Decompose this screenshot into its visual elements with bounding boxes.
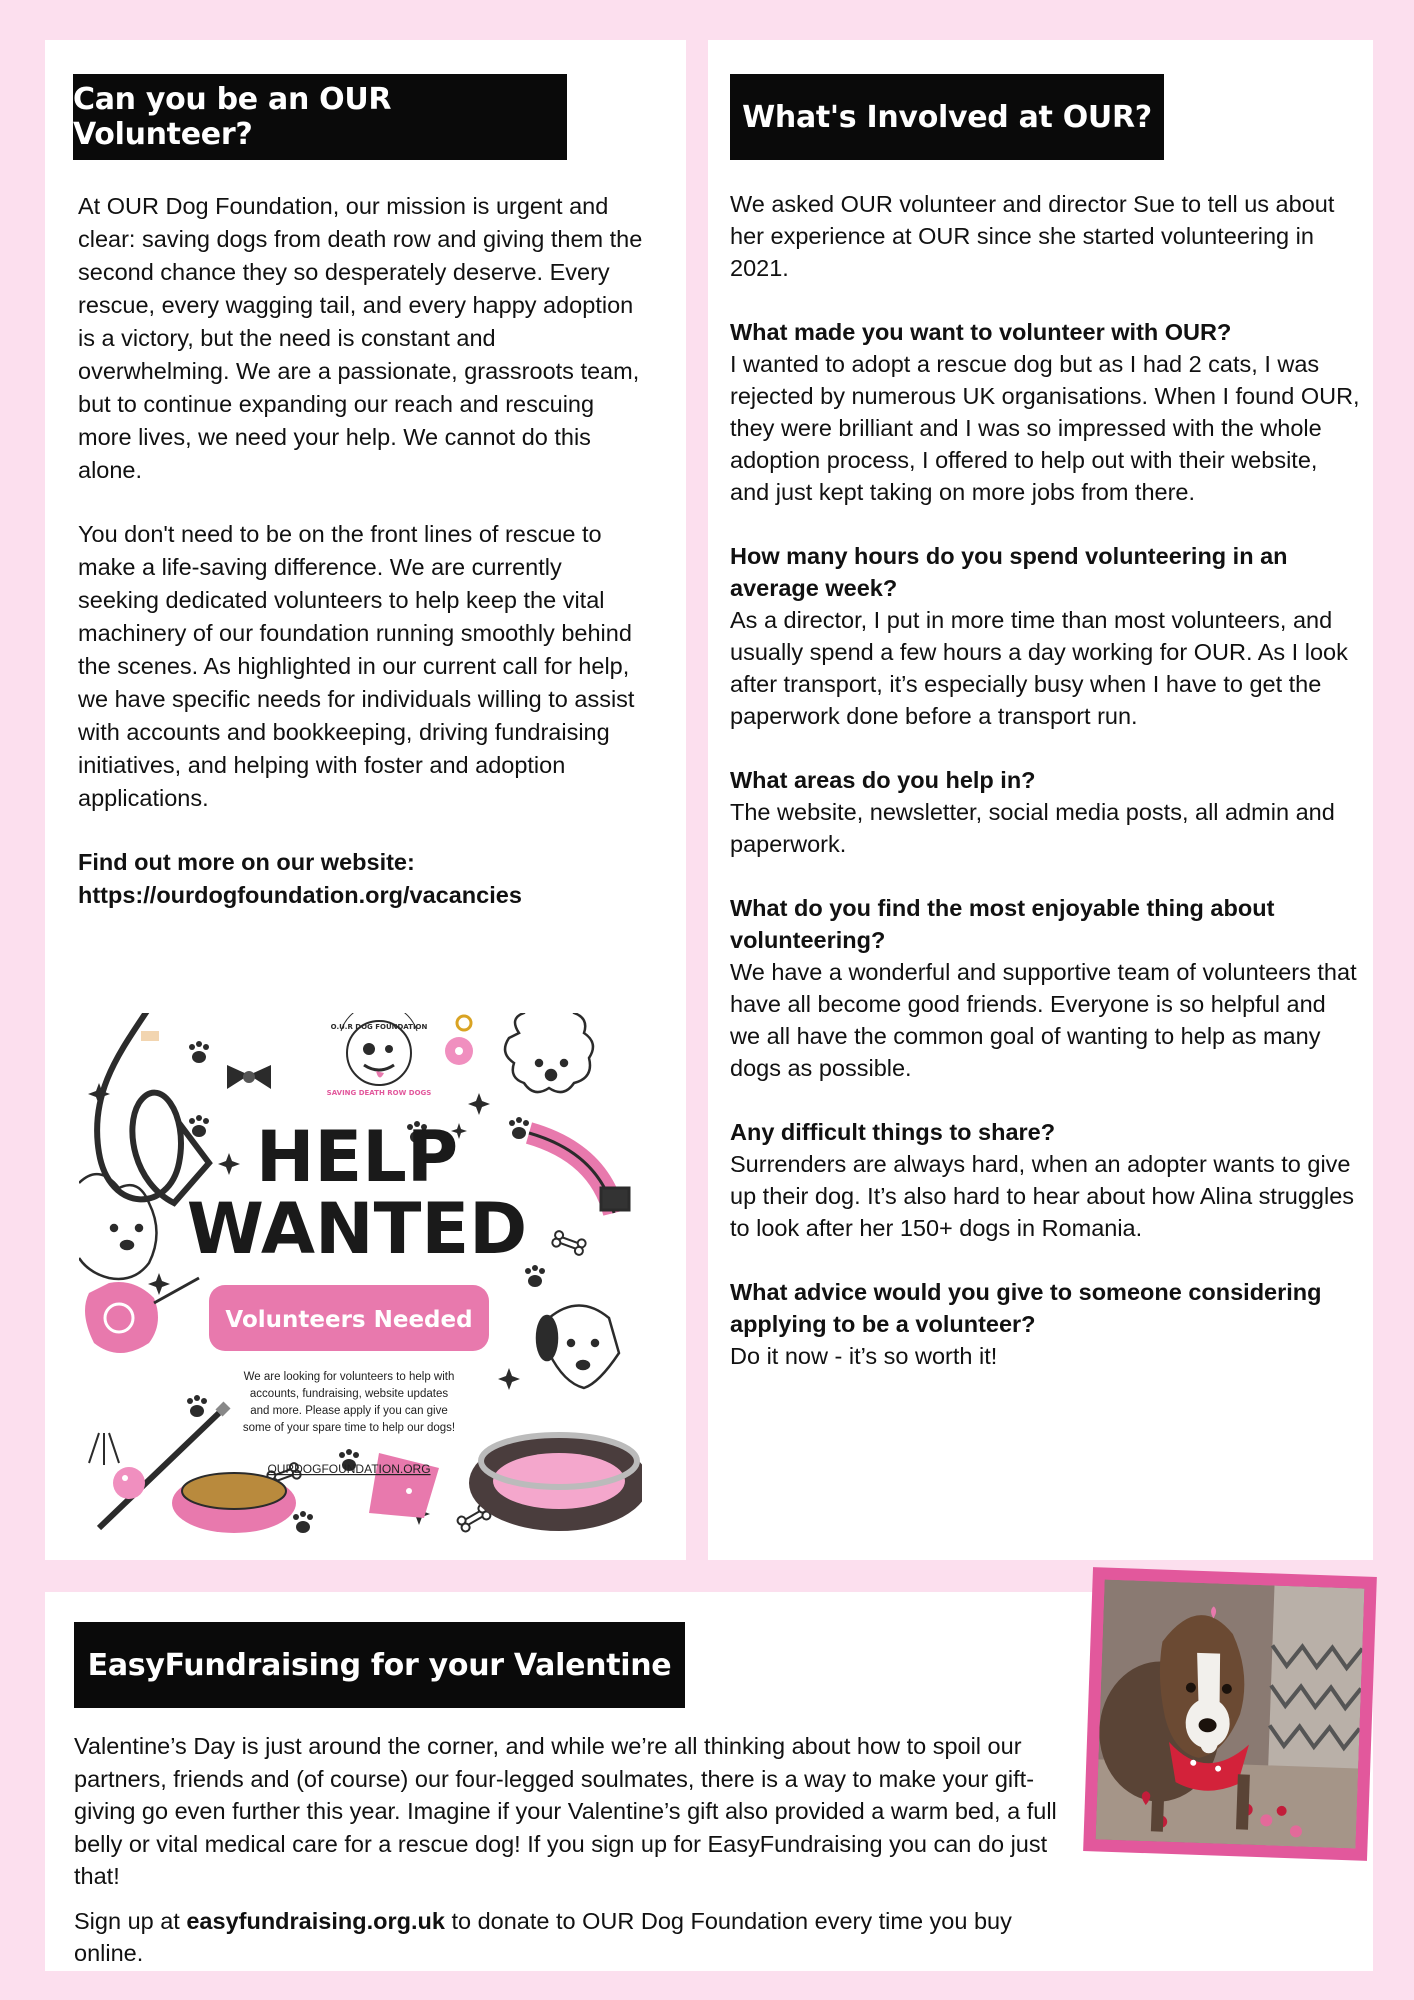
question-5: Any difficult things to share?	[730, 1119, 1056, 1145]
vacancies-link[interactable]: https://ourdogfoundation.org/vacancies	[78, 882, 522, 908]
question-2: How many hours do you spend volunteering in an average week?	[730, 543, 1288, 601]
signup-suffix: to donate to OUR Dog Foundation every time you buy online.	[74, 1907, 1012, 1966]
food-bowl-icon	[172, 1473, 296, 1533]
answer-5: Surrenders are always hard, when an adopter wants to give up their dog. It’s also hard to hear about how Alina struggles to look after her 150+ dogs in Romania.	[730, 1151, 1355, 1241]
collar-icon	[529, 1133, 629, 1213]
interview-body	[730, 188, 1360, 1372]
volunteer-paragraph-2: You don't need to be on the front lines of rescue to make a life-saving difference. We are currently seeking dedicated volunteers to help keep the vital machinery of our foundation running smoothly behind the scenes. As highlighted in our current call for help, we have specific needs for individuals willing to assist with accounts and bookkeeping, driving fundraising initiatives, and helping with foster and adoption applications.	[78, 521, 635, 811]
volunteer-heading-text: Can you be an OUR Volunteer?	[73, 82, 392, 152]
poster-url: OURDOGFOUNDATION.ORG	[267, 1462, 431, 1476]
easyfundraising-link[interactable]: easyfundraising.org.uk	[186, 1907, 445, 1934]
easyfundraising-heading-text: EasyFundraising for your Valentine	[87, 1647, 672, 1683]
question-6: What advice would you give to someone considering applying to be a volunteer?	[730, 1279, 1322, 1337]
poster-title-line1: HELP	[255, 1116, 459, 1198]
help-wanted-poster	[79, 1013, 642, 1533]
logo-text-top: O.U.R DOG FOUNDATION	[330, 1023, 428, 1031]
volunteer-paragraph-1: At OUR Dog Foundation, our mission is urgent and clear: saving dogs from death row and giving them the second chance they so desperately deserve. Every rescue, every wagging tail, and every happy adoption is a victory, but the need is constant and overwhelming. We are a passionate, grassroots team, but to continue expanding our reach and rescuing more lives, we need your help. We cannot do this alone.	[78, 193, 643, 483]
signup-line	[74, 1905, 1084, 1970]
easyfundraising-body	[74, 1730, 1084, 1970]
answer-4: We have a wonderful and supportive team of volunteers that have all become good friends. Everyone is so helpful and we all have the common goal of wanting to help as many dogs as possible.	[730, 959, 1357, 1081]
question-4: What do you find the most enjoyable thing about volunteering?	[730, 895, 1275, 953]
find-out-more-label: Find out more on our website:	[78, 849, 415, 875]
volunteer-heading	[73, 74, 567, 160]
whats-involved-heading	[730, 74, 1164, 160]
answer-3: The website, newsletter, social media posts, all admin and paperwork.	[730, 799, 1335, 857]
poster-description-line3: and more. Please apply if you can give	[250, 1405, 448, 1417]
poster-title-line2: WANTED	[186, 1188, 528, 1270]
dog-tag-icon	[445, 1016, 473, 1065]
easyfundraising-paragraph: Valentine’s Day is just around the corner, and while we’re all thinking about how to spoil our partners, friends and (of course) our four-legged soulmates, there is a way to make your gift-giving go even further this year. Imagine if your Valentine’s gift also provided a warm bed, a full belly or vital medical care for a rescue dog! If you sign up for EasyFundraising you can do just that!	[74, 1733, 1057, 1889]
extendable-lead-icon	[85, 1278, 199, 1353]
question-1: What made you want to volunteer with OUR?	[730, 319, 1232, 345]
dog-face-icon	[505, 1013, 593, 1092]
volunteer-panel	[45, 40, 686, 1560]
question-3: What areas do you help in?	[730, 767, 1036, 793]
bow-tie-icon	[227, 1065, 271, 1089]
poster-description-line2: accounts, fundraising, website updates	[249, 1388, 449, 1400]
dog-face-icon	[537, 1306, 619, 1389]
answer-1: I wanted to adopt a rescue dog but as I had 2 cats, I was rejected by numerous UK organisations. When I found OUR, they were brilliant and I was so impressed with the whole adoption process, I offered to help out with their website, and just kept taking on more jobs from there.	[730, 351, 1360, 505]
poster-description-line4: some of your spare time to help our dogs!	[242, 1422, 456, 1434]
whats-involved-heading-text: What's Involved at OUR?	[742, 99, 1152, 135]
poster-description-line1: We are looking for volunteers to help with	[243, 1371, 455, 1383]
whats-involved-panel	[708, 40, 1373, 1560]
volunteer-body	[78, 190, 648, 912]
dog-bed-icon	[469, 1435, 642, 1531]
answer-2: As a director, I put in more time than most volunteers, and usually spend a few hours a day working for OUR. As I look after transport, it’s especially busy when I have to get the paperwork done before a transport run.	[730, 607, 1348, 729]
volunteers-needed-text: Volunteers Needed	[225, 1307, 473, 1333]
logo-text-bottom: SAVING DEATH ROW DOGS	[326, 1089, 432, 1097]
ball-icon	[113, 1467, 145, 1499]
easyfundraising-heading	[74, 1622, 685, 1708]
answer-6: Do it now - it’s so worth it!	[730, 1343, 998, 1369]
poster-artwork	[79, 1013, 642, 1533]
signup-prefix: Sign up at	[74, 1907, 187, 1934]
valentine-dog-photo	[1083, 1567, 1377, 1861]
dog-lead-icon	[97, 1013, 209, 1203]
dog-photo-image	[1096, 1580, 1365, 1849]
interview-intro: We asked OUR volunteer and director Sue to tell us about her experience at OUR since she started volunteering in 2021.	[730, 191, 1335, 281]
